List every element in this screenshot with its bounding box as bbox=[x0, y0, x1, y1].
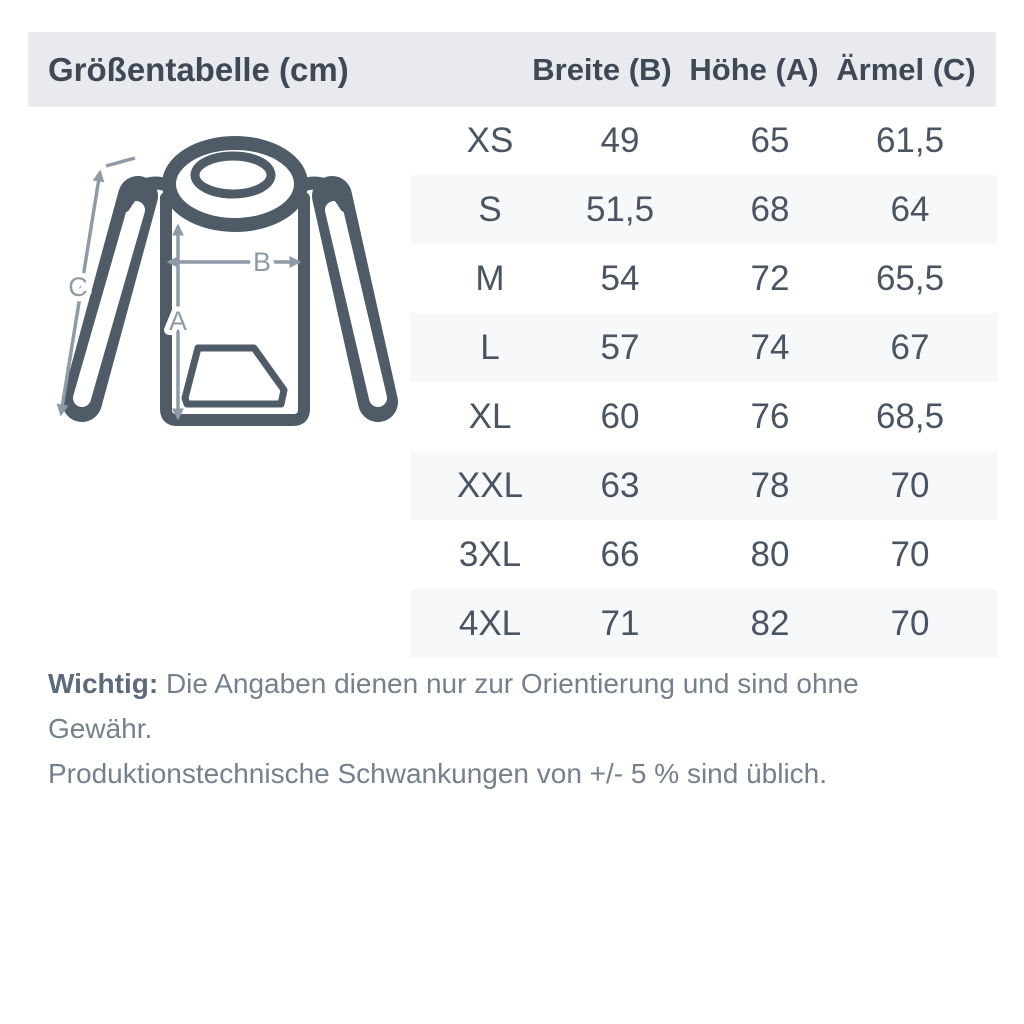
table-row-xl bbox=[410, 382, 998, 451]
size-label: M bbox=[475, 259, 505, 298]
size-label: XS bbox=[466, 121, 514, 160]
table-row-m bbox=[410, 244, 998, 313]
column-header-hoehe: Höhe (A) bbox=[689, 52, 819, 87]
breite-value: 71 bbox=[600, 604, 640, 643]
size-label: L bbox=[480, 328, 500, 367]
breite-value: 60 bbox=[600, 397, 640, 436]
size-label: S bbox=[478, 190, 502, 229]
dimension-label-b: B bbox=[252, 247, 272, 277]
table-row-3xl bbox=[410, 520, 998, 589]
column-header-breite: Breite (B) bbox=[532, 52, 672, 87]
size-label: XL bbox=[468, 397, 512, 436]
disclaimer-line-1 bbox=[48, 661, 968, 751]
aermel-value: 65,5 bbox=[875, 259, 945, 298]
table-row-xs bbox=[410, 106, 998, 175]
size-label: 4XL bbox=[458, 604, 522, 643]
disclaimer-text-1: Die Angaben dienen nur zur Orientierung und sind ohne Gewähr. bbox=[48, 668, 859, 744]
breite-value: 57 bbox=[600, 328, 640, 367]
disclaimer-label: Wichtig: bbox=[48, 668, 159, 699]
breite-value: 66 bbox=[600, 535, 640, 574]
table-row-4xl bbox=[410, 589, 998, 658]
size-label: 3XL bbox=[458, 535, 522, 574]
hoehe-value: 68 bbox=[750, 190, 790, 229]
hoehe-value: 76 bbox=[750, 397, 790, 436]
hoodie-outline-icon bbox=[82, 143, 378, 420]
aermel-value: 70 bbox=[890, 466, 930, 505]
table-header-band bbox=[28, 32, 996, 107]
hoodie-measurement-diagram bbox=[40, 118, 420, 438]
table-row-s bbox=[410, 175, 998, 244]
dimension-label-c: C bbox=[68, 272, 88, 302]
aermel-value: 67 bbox=[890, 328, 930, 367]
hoehe-value: 74 bbox=[750, 328, 790, 367]
hoehe-value: 72 bbox=[750, 259, 790, 298]
hood-inner bbox=[195, 156, 271, 194]
hoehe-value: 82 bbox=[750, 604, 790, 643]
breite-value: 63 bbox=[600, 466, 640, 505]
dimension-tick-c bbox=[106, 158, 135, 166]
hoehe-value: 78 bbox=[750, 466, 790, 505]
breite-value: 51,5 bbox=[585, 190, 655, 229]
aermel-value: 64 bbox=[890, 190, 930, 229]
size-table bbox=[410, 106, 998, 658]
disclaimer-line-2: Produktionstechnische Schwankungen von +/- 5 % sind üblich. bbox=[48, 758, 828, 789]
breite-value: 49 bbox=[600, 121, 640, 160]
aermel-value: 61,5 bbox=[875, 121, 945, 160]
table-row-xxl bbox=[410, 451, 998, 520]
aermel-value: 70 bbox=[890, 535, 930, 574]
disclaimer-note bbox=[48, 661, 968, 796]
breite-value: 54 bbox=[600, 259, 640, 298]
hoehe-value: 65 bbox=[750, 121, 790, 160]
size-label: XXL bbox=[456, 466, 524, 505]
page-title: Größentabelle (cm) bbox=[48, 51, 349, 88]
column-header-aermel: Ärmel (C) bbox=[836, 52, 976, 87]
aermel-value: 68,5 bbox=[875, 397, 945, 436]
aermel-value: 70 bbox=[890, 604, 930, 643]
hoehe-value: 80 bbox=[750, 535, 790, 574]
table-row-l bbox=[410, 313, 998, 382]
dimension-label-a: A bbox=[168, 306, 188, 336]
